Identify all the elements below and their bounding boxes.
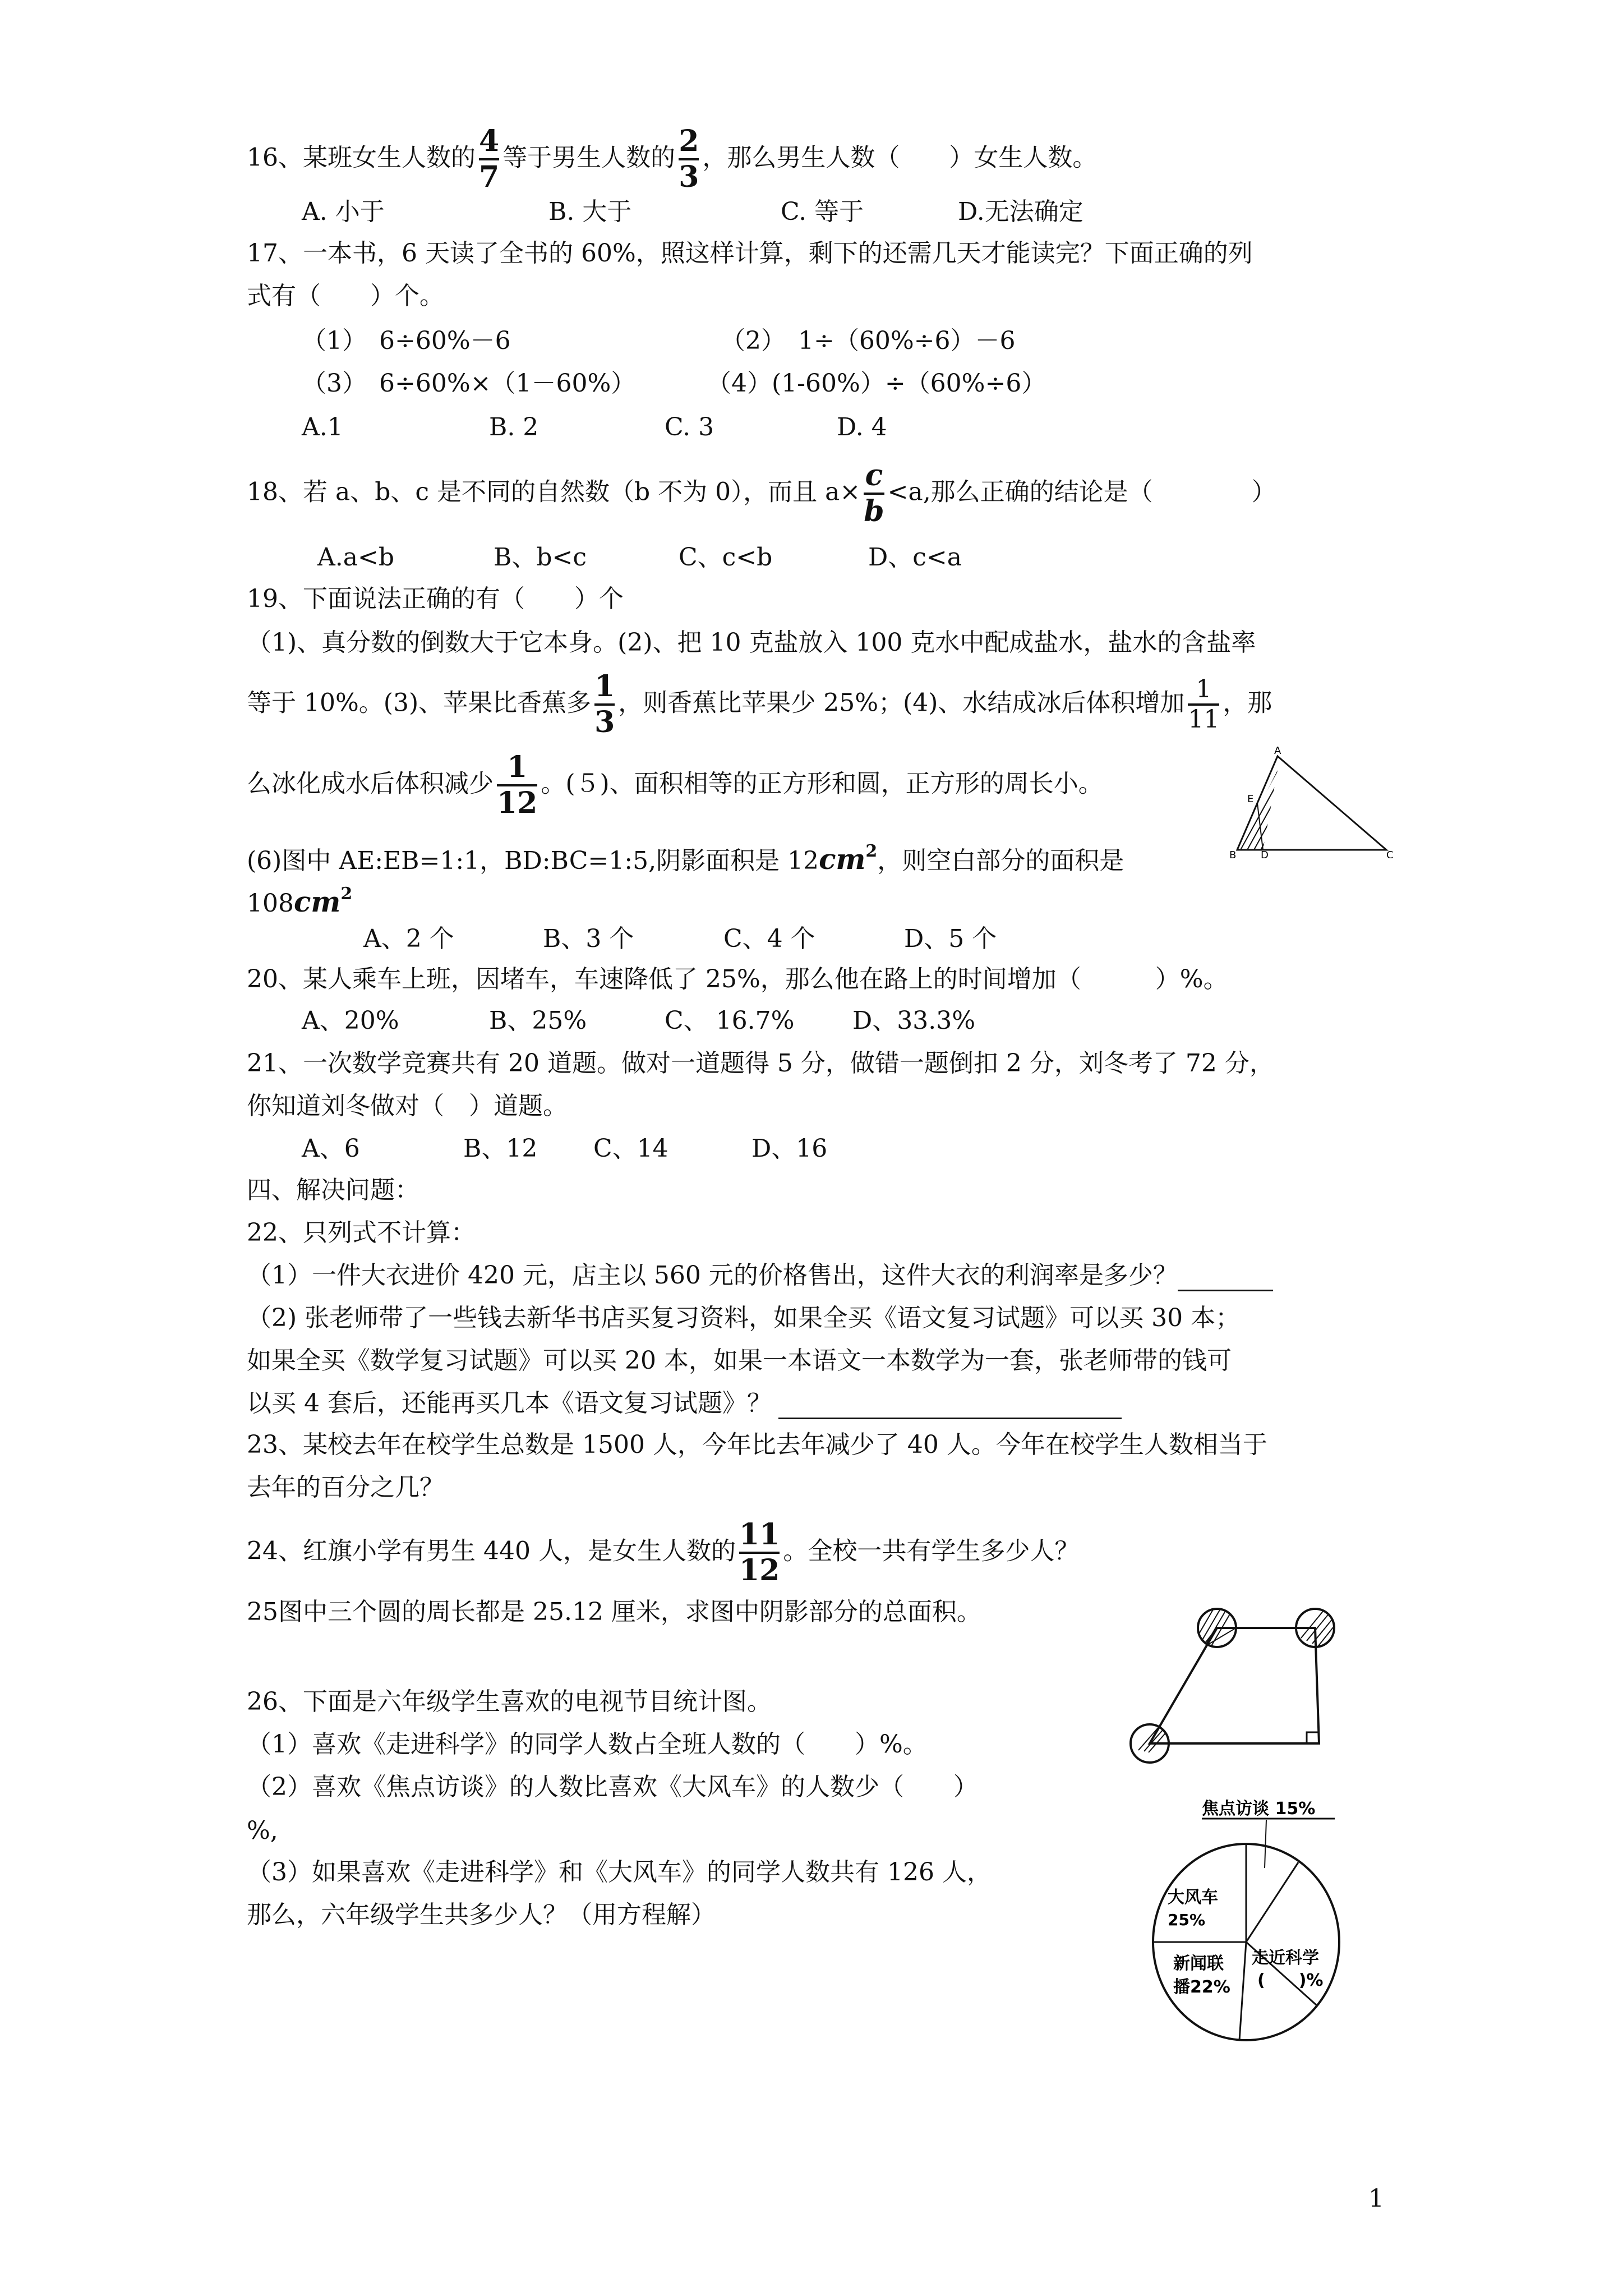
q19-line-4-text-b: 。(５)、面积相等的正方形和圆，正方形的周长小。 <box>541 769 1103 798</box>
q22-title: 22、只列式不计算： <box>247 1218 476 1247</box>
q22-part-2-line-1: （2) 张老师带了一些钱去新华书店买复习资料，如果全买《语文复习试题》可以买 30 本； <box>247 1304 1241 1332</box>
q16-fraction-2: $\frac{2}{3}$ <box>679 124 699 194</box>
q25-line: 25图中三个圆的周长都是 25.12 厘米，求图中阴影部分的总面积。 <box>247 1598 981 1626</box>
q16-stem <box>247 125 1097 194</box>
q19-line-3-text-c: ，那 <box>1223 688 1272 717</box>
q17-line-1: 17、一本书，6 天读了全书的 60%，照这样计算，剩下的还需几天才能读完？下面正确的列 <box>247 239 1253 268</box>
circles-quadrilateral-figure <box>1116 1604 1352 1773</box>
q21-option-a: A、6 <box>302 1134 360 1163</box>
q16-option-c: C. 等于 <box>781 197 864 226</box>
q19-line-5 <box>247 836 1124 877</box>
q20-option-d: D、33.3% <box>852 1006 976 1035</box>
q19-line-3 <box>247 670 1272 739</box>
q26-part-3-line-2: 那么，六年级学生共多少人？（用方程解） <box>247 1901 716 1929</box>
q19-option-c: C、4 个 <box>723 924 815 953</box>
q19-line-2: （1)、真分数的倒数大于它本身。(2)、把 10 克盐放入 100 克水中配成盐水，盐水的含盐率 <box>247 628 1256 657</box>
q18-option-b: B、b<c <box>494 543 587 572</box>
vertex-label-a: A <box>1274 746 1281 757</box>
q19-line-4 <box>247 751 1103 820</box>
q20-option-c: C、 16.7% <box>665 1006 795 1035</box>
q17-option-a: A.1 <box>302 413 343 441</box>
q19-line-3-text-b: ，则香蕉比苹果少 25%；(4)、水结成冰后体积增加 <box>618 688 1185 717</box>
q18-text-before: 18、若 a、b、c 是不同的自然数（b 不为 0），而且 a× <box>247 477 861 507</box>
q18-fraction: $\frac{c}{b}$ <box>864 458 884 528</box>
section-4-heading: 四、解决问题： <box>247 1176 419 1204</box>
q24-text-before: 24、红旗小学有男生 440 人，是女生人数的 <box>247 1536 736 1566</box>
q19-line-1: 19、下面说法正确的有（ ）个 <box>247 585 624 613</box>
q17-expr-3: （3） 6÷60%×（1－60%） <box>302 369 636 398</box>
q18-option-c: C、c<b <box>679 543 773 572</box>
vertex-label-c: C <box>1386 849 1394 858</box>
q19-option-b: B、3 个 <box>543 924 634 953</box>
q16-text-before: 16、某班女生人数的 <box>247 143 476 172</box>
quadrilateral-outline <box>1150 1628 1319 1743</box>
q18-text-after: <a,那么正确的结论是（ ） <box>887 477 1276 507</box>
q23-line-1: 23、某校去年在校学生总数是 1500 人，今年比去年减少了 40 人。今年在校学生人数相当于 <box>247 1430 1267 1459</box>
q24-stem <box>247 1518 1079 1588</box>
q26-part-2-line-2: %, <box>247 1816 278 1845</box>
q19-line-6-value: 108 <box>247 889 294 918</box>
pie-label-xinwen: 新闻联 <box>1173 1954 1224 1973</box>
q21-option-d: D、16 <box>751 1134 828 1163</box>
q16-option-d: D.无法确定 <box>958 197 1083 226</box>
q20-option-a: A、20% <box>302 1006 399 1035</box>
q16-text-middle: 等于男生人数的 <box>502 143 676 172</box>
q20-option-b: B、25% <box>489 1006 587 1035</box>
q22-part-1-answer-blank[interactable] <box>1178 1267 1273 1291</box>
q22-part-1 <box>247 1260 1273 1291</box>
q19-line-3-text-a: 等于 10%。(3)、苹果比香蕉多 <box>247 688 592 717</box>
q18-stem <box>247 459 1276 528</box>
q22-part-2-line-2: 如果全买《数学复习试题》可以买 20 本，如果一本语文一本数学为一套，张老师带的钱可 <box>247 1346 1232 1375</box>
pie-label-dafengche: 大风车 <box>1168 1888 1218 1907</box>
q26-part-1: （1）喜欢《走进科学》的同学人数占全班人数的（ ）%。 <box>247 1730 928 1759</box>
q19-line-6-square: 2 <box>340 884 353 904</box>
q19-option-d: D、5 个 <box>904 924 997 953</box>
q17-option-b: B. 2 <box>489 413 539 441</box>
vertex-label-d: D <box>1261 849 1269 858</box>
q23-line-2: 去年的百分之几？ <box>247 1473 444 1502</box>
q17-option-d: D. 4 <box>837 413 887 441</box>
pie-value-dafengche: 25% <box>1168 1911 1206 1929</box>
q26-title: 26、下面是六年级学生喜欢的电视节目统计图。 <box>247 1687 772 1716</box>
pie-label-jiaodian: 焦点访谈 15% <box>1202 1799 1316 1819</box>
q16-option-b: B. 大于 <box>548 197 632 226</box>
q19-line-5-text-b: ，则空白部分的面积是 <box>877 846 1124 875</box>
q19-option-a: A、2 个 <box>363 924 454 953</box>
q18-option-a: A.a<b <box>317 543 395 572</box>
page-number: 1 <box>1368 2184 1384 2213</box>
q17-line-2: 式有（ ）个。 <box>247 282 444 310</box>
right-angle-mark <box>1307 1732 1319 1743</box>
q24-text-after: 。全校一共有学生多少人？ <box>783 1536 1080 1566</box>
q19-unit-square: 2 <box>865 841 878 861</box>
q22-part-2-answer-blank[interactable] <box>778 1395 1122 1419</box>
q19-line-6-unit: cm <box>293 885 341 918</box>
pie-value-zoujin: ( )% <box>1257 1971 1324 1990</box>
q26-part-2-line-1: （2）喜欢《焦点访谈》的人数比喜欢《大风车》的人数少（ ） <box>247 1773 978 1801</box>
q16-option-a: A. 小于 <box>302 197 385 226</box>
pie-divider-upper-right <box>1246 1862 1298 1942</box>
q21-line-2: 你知道刘冬做对（ ）道题。 <box>247 1092 568 1120</box>
q19-fraction-1-11: $\frac{1}{11}$ <box>1188 675 1220 734</box>
pie-value-xinwen: 播22% <box>1173 1977 1230 1997</box>
q17-expr-1: （1） 6÷60%－6 <box>302 326 511 355</box>
q19-unit-cm: cm <box>819 843 866 876</box>
q22-part-2-line-3-text: 以买 4 套后，还能再买几本《语文复习试题》？ <box>247 1389 772 1418</box>
q17-expr-2: （2） 1÷（60%÷6）－6 <box>721 326 1016 355</box>
vertex-label-e: E <box>1247 793 1254 805</box>
q22-part-1-text: （1）一件大衣进价 420 元，店主以 560 元的价格售出，这件大衣的利润率是多少？ <box>247 1261 1178 1290</box>
q18-option-d: D、c<a <box>868 543 962 572</box>
q17-expr-4: （4）(1-60%）÷（60%÷6） <box>707 369 1046 398</box>
pie-divider-bottom <box>1239 1942 1246 2040</box>
q17-option-c: C. 3 <box>665 413 714 441</box>
q20-line: 20、某人乘车上班，因堵车，车速降低了 25%，那么他在路上的时间增加（ ）%。 <box>247 965 1228 993</box>
vertex-label-b: B <box>1229 849 1237 858</box>
q19-line-4-text-a: 么冰化成水后体积减少 <box>247 769 494 798</box>
q16-fraction-1: $\frac{4}{7}$ <box>479 124 500 194</box>
q21-option-b: B、12 <box>463 1134 538 1163</box>
q22-part-2-line-3 <box>247 1388 1122 1419</box>
q26-part-3-line-1: （3）如果喜欢《走进科学》和《大风车》的同学人数共有 126 人， <box>247 1858 992 1887</box>
q19-line-5-text-a: (6)图中 AE:EB=1:1，BD:BC=1:5,阴影面积是 12 <box>247 846 819 875</box>
pie-label-zoujin: 走近科学 <box>1252 1948 1319 1968</box>
tv-program-pie-chart <box>1127 1795 1363 2042</box>
q19-fraction-1-3: $\frac{1}{3}$ <box>594 669 615 739</box>
q24-fraction: $\frac{11}{12}$ <box>739 1517 780 1588</box>
q21-line-1: 21、一次数学竞赛共有 20 道题。做对一道题得 5 分，做错一题倒扣 2 分，刘冬考了 72 分， <box>247 1049 1274 1078</box>
q21-option-c: C、14 <box>593 1134 668 1163</box>
q16-text-after: ，那么男生人数（ ）女生人数。 <box>702 143 1098 172</box>
q19-line-6 <box>247 878 352 919</box>
triangle-figure <box>1223 746 1402 858</box>
pie-leader-line <box>1265 1820 1266 1868</box>
q19-fraction-1-12: $\frac{1}{12}$ <box>497 750 538 820</box>
